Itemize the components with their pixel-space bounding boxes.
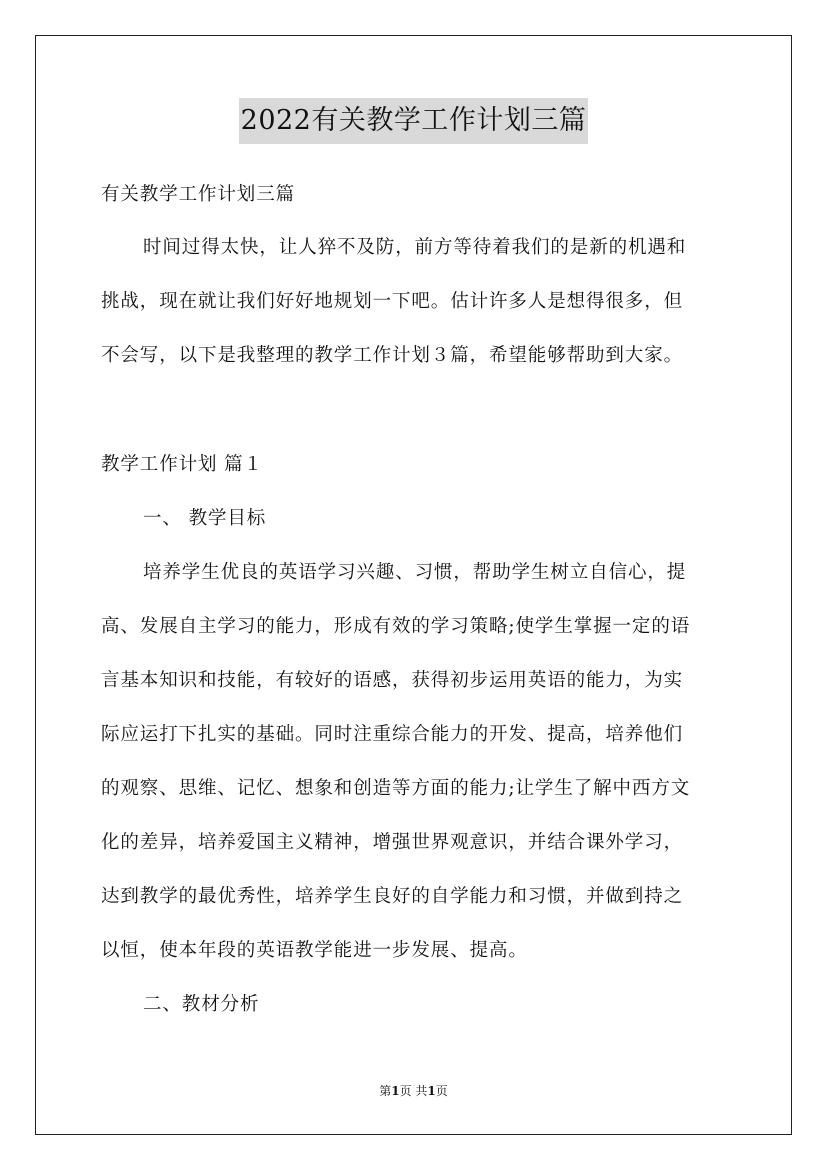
item1-line: 的观察、思维、记忆、想象和创造等方面的能力;让学生了解中西方文 [101,778,691,799]
item1-line: 达到教学的最优秀性，培养学生良好的自学能力和习惯，并做到持之 [101,886,684,907]
item1-line: 以恒，使本年段的英语教学能进一步发展、提高。 [101,940,528,961]
footer-prefix: 第 [379,1084,392,1098]
document-subtitle: 有关教学工作计划三篇 [101,184,296,205]
intro-line: 挑战，现在就让我们好好地规划一下吧。估计许多人是想得很多，但 [101,291,684,312]
footer-total-pages: 1 [427,1084,436,1098]
item2-heading: 二、教材分析 [143,994,260,1015]
section-heading: 教学工作计划 篇１ [101,454,263,475]
item1-line: 高、发展自主学习的能力，形成有效的学习策略;使学生掌握一定的语 [101,616,691,637]
item1-line: 培养学生优良的英语学习兴趣、习惯，帮助学生树立自信心，提 [143,562,687,583]
document-title [0,98,827,144]
footer-current-page: 1 [391,1084,400,1098]
footer-mid: 页 共 [399,1084,428,1098]
item1-line: 际应运打下扎实的基础。同时注重综合能力的开发、提高，培养他们 [101,724,684,745]
intro-line: 不会写，以下是我整理的教学工作计划３篇，希望能够帮助到大家。 [101,345,684,366]
document-title-text: 2022有关教学工作计划三篇 [239,98,589,144]
item1-line: 言基本知识和技能，有较好的语感，获得初步运用英语的能力，为实 [101,670,684,691]
item1-line: 化的差异，培养爱国主义精神，增强世界观意识，并结合课外学习， [101,832,684,853]
item1-heading: 一、 教学目标 [143,508,267,529]
page-number-footer [0,1083,827,1099]
intro-line: 时间过得太快，让人猝不及防，前方等待着我们的是新的机遇和 [143,237,687,258]
footer-suffix: 页 [435,1084,448,1098]
